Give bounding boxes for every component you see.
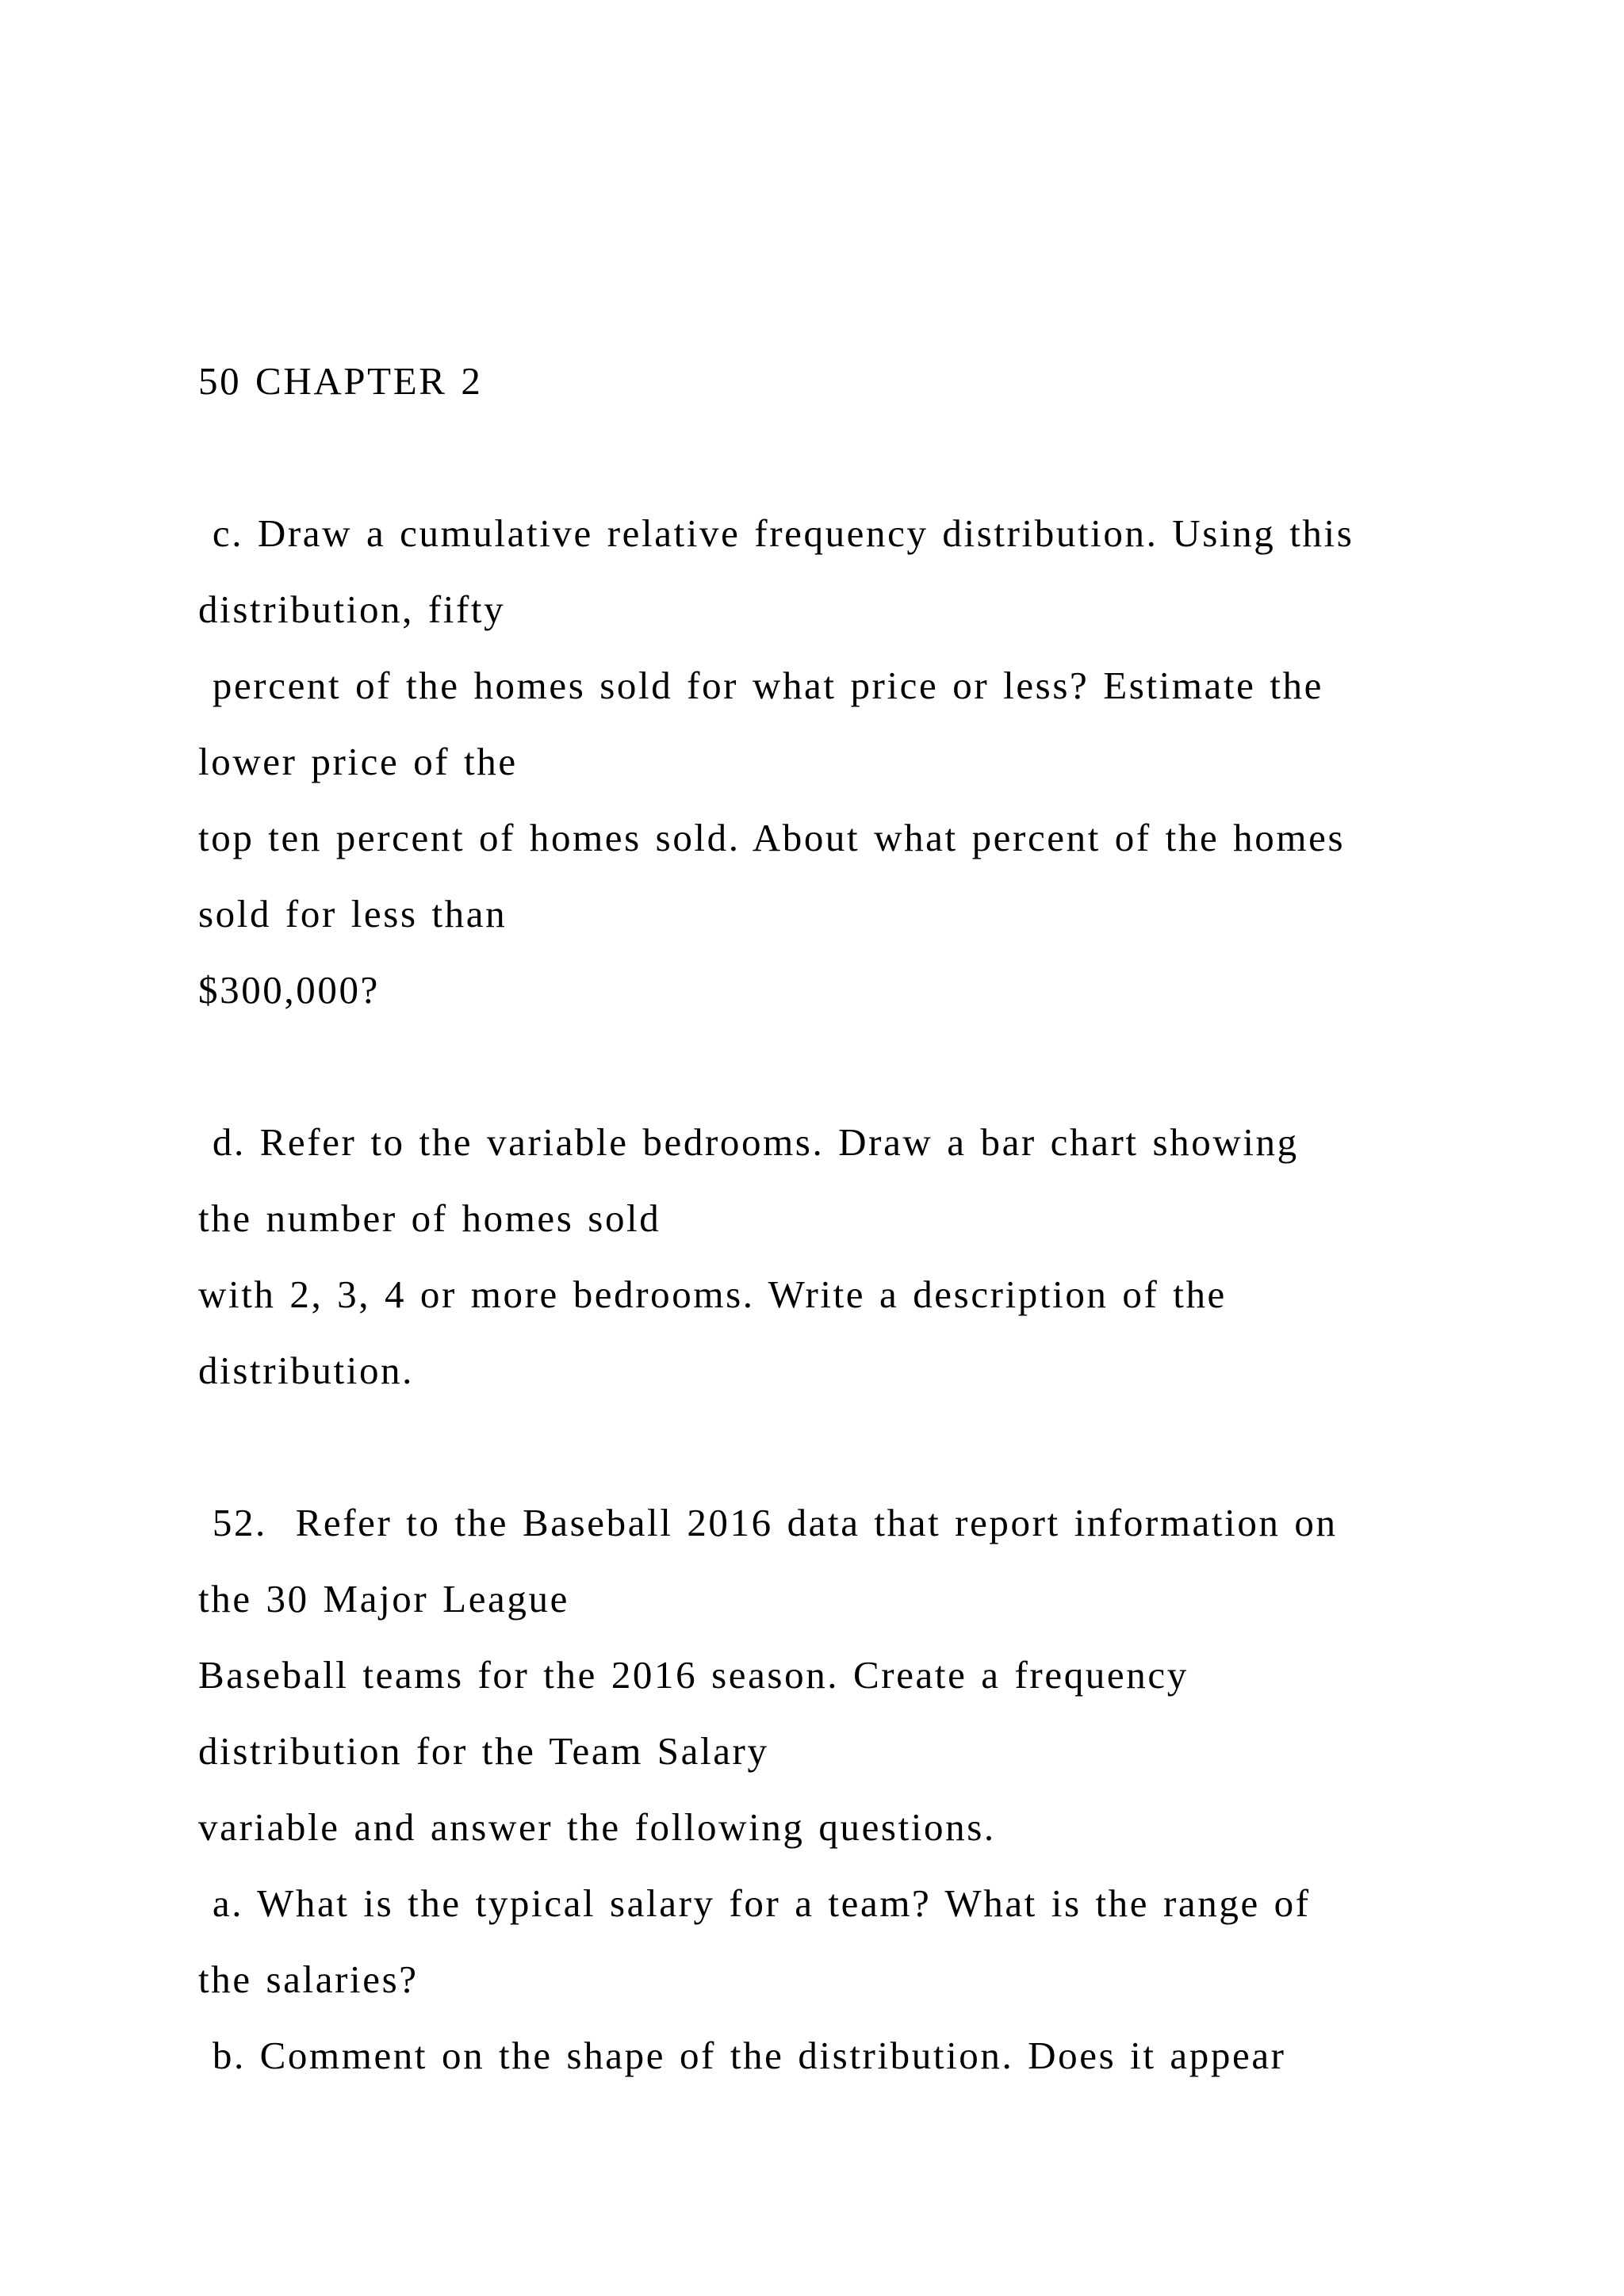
- text-line: distribution for the Team Salary: [198, 1729, 769, 1773]
- text-line: b. Comment on the shape of the distribution. Does it appear: [198, 2034, 1286, 2077]
- page-header: 50 CHAPTER 2: [198, 359, 483, 403]
- text-line: Baseball teams for the 2016 season. Create a frequency: [198, 1653, 1189, 1697]
- text-line: c. Draw a cumulative relative frequency distribution. Using this: [198, 511, 1354, 555]
- text-line: 52. Refer to the Baseball 2016 data that report information on: [198, 1501, 1338, 1544]
- text-line: the number of homes sold: [198, 1196, 661, 1240]
- text-line: sold for less than: [198, 892, 508, 936]
- text-line: a. What is the typical salary for a team? What is the range of: [198, 1881, 1311, 1925]
- text-line: lower price of the: [198, 740, 518, 783]
- text-line: percent of the homes sold for what price or less? Estimate the: [198, 664, 1323, 707]
- text-line: top ten percent of homes sold. About what percent of the homes: [198, 816, 1346, 859]
- text-line: the 30 Major League: [198, 1577, 569, 1621]
- text-line: with 2, 3, 4 or more bedrooms. Write a description of the: [198, 1272, 1227, 1316]
- text-line: the salaries?: [198, 1957, 419, 2001]
- text-line: $300,000?: [198, 968, 380, 1012]
- text-line: distribution.: [198, 1349, 415, 1392]
- text-line: d. Refer to the variable bedrooms. Draw a bar chart showing: [198, 1120, 1299, 1164]
- text-line: distribution, fifty: [198, 587, 506, 631]
- text-line: variable and answer the following questions.: [198, 1805, 996, 1849]
